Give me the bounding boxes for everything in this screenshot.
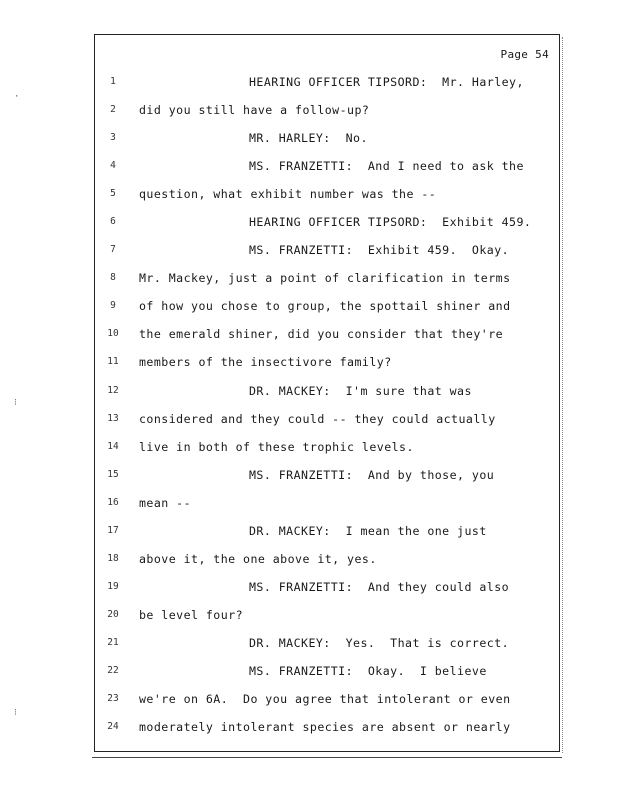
transcript-line bbox=[95, 103, 559, 131]
transcript-line bbox=[95, 412, 559, 440]
line-number: 23 bbox=[107, 693, 119, 705]
line-text: Mr. Mackey, just a point of clarification in terms bbox=[139, 271, 511, 286]
line-number: 14 bbox=[107, 440, 119, 452]
transcript-line bbox=[95, 720, 559, 748]
transcript-line bbox=[95, 580, 559, 608]
line-text: the emerald shiner, did you consider that they're bbox=[139, 327, 504, 342]
transcript-line bbox=[95, 552, 559, 580]
line-text: MS. FRANZETTI: And they could also bbox=[249, 579, 510, 594]
line-number: 12 bbox=[107, 384, 119, 396]
line-text: DR. MACKEY: Yes. That is correct. bbox=[249, 635, 510, 650]
transcript-line bbox=[95, 524, 559, 552]
line-number: 19 bbox=[107, 580, 119, 592]
margin-mark-bottom: ⁝ bbox=[14, 708, 17, 718]
line-number: 8 bbox=[110, 272, 116, 284]
line-text: question, what exhibit number was the -- bbox=[139, 187, 437, 202]
line-number: 17 bbox=[107, 524, 119, 536]
transcript-line bbox=[95, 664, 559, 692]
line-text: live in both of these trophic levels. bbox=[139, 439, 414, 454]
line-text: did you still have a follow-up? bbox=[139, 103, 370, 118]
transcript-line bbox=[95, 355, 559, 383]
margin-mark-top: · bbox=[14, 92, 20, 102]
page-bottom-edge bbox=[92, 754, 562, 758]
line-text: of how you chose to group, the spottail shiner and bbox=[139, 299, 511, 314]
line-text: HEARING OFFICER TIPSORD: Exhibit 459. bbox=[249, 215, 532, 230]
line-number: 11 bbox=[107, 356, 119, 368]
line-number: 1 bbox=[110, 76, 116, 87]
line-number: 7 bbox=[110, 244, 116, 256]
line-number: 15 bbox=[107, 468, 119, 480]
line-number: 5 bbox=[110, 188, 116, 200]
line-number: 3 bbox=[110, 132, 116, 144]
transcript-line bbox=[95, 636, 559, 664]
transcript-line bbox=[95, 159, 559, 187]
line-text: DR. MACKEY: I'm sure that was bbox=[249, 383, 472, 398]
transcript-line bbox=[95, 243, 559, 271]
transcript-line bbox=[95, 468, 559, 496]
line-text: MS. FRANZETTI: Okay. I believe bbox=[249, 663, 487, 678]
line-text: mean -- bbox=[139, 495, 192, 510]
line-text: MS. FRANZETTI: Exhibit 459. Okay. bbox=[249, 243, 510, 258]
line-number: 10 bbox=[107, 328, 119, 340]
line-text: we're on 6A. Do you agree that intolerant or even bbox=[139, 692, 511, 707]
line-number: 16 bbox=[107, 496, 119, 508]
margin-mark-middle: ⁝ bbox=[14, 398, 17, 408]
line-text: MS. FRANZETTI: And by those, you bbox=[249, 467, 495, 482]
line-number: 18 bbox=[107, 552, 119, 564]
transcript-line bbox=[95, 608, 559, 636]
line-text: moderately intolerant species are absent or nearly bbox=[139, 720, 511, 735]
line-text: members of the insectivore family? bbox=[139, 355, 392, 370]
transcript-lines bbox=[95, 75, 559, 748]
line-text: considered and they could -- they could actually bbox=[139, 411, 496, 426]
line-text: MR. HARLEY: No. bbox=[249, 131, 368, 146]
transcript-line bbox=[95, 187, 559, 215]
line-text: above it, the one above it, yes. bbox=[139, 551, 377, 566]
line-number: 24 bbox=[107, 721, 119, 733]
line-number: 21 bbox=[107, 636, 119, 648]
line-number: 4 bbox=[110, 160, 116, 172]
transcript-line bbox=[95, 496, 559, 524]
transcript-page bbox=[94, 34, 560, 752]
line-text: MS. FRANZETTI: And I need to ask the bbox=[249, 159, 524, 174]
line-number: 13 bbox=[107, 412, 119, 424]
transcript-line bbox=[95, 75, 559, 103]
transcript-line bbox=[95, 299, 559, 327]
line-number: 2 bbox=[110, 104, 116, 116]
line-text: be level four? bbox=[139, 607, 244, 622]
page-number: Page 54 bbox=[500, 48, 549, 61]
line-text: HEARING OFFICER TIPSORD: Mr. Harley, bbox=[249, 75, 524, 89]
transcript-line bbox=[95, 440, 559, 468]
line-number: 6 bbox=[110, 216, 116, 228]
transcript-line bbox=[95, 384, 559, 412]
transcript-line bbox=[95, 327, 559, 355]
line-number: 9 bbox=[110, 300, 116, 312]
line-number: 20 bbox=[107, 608, 119, 620]
transcript-line bbox=[95, 215, 559, 243]
line-text: DR. MACKEY: I mean the one just bbox=[249, 523, 487, 538]
transcript-line bbox=[95, 692, 559, 720]
transcript-line bbox=[95, 271, 559, 299]
transcript-line bbox=[95, 131, 559, 159]
line-number: 22 bbox=[107, 664, 119, 676]
